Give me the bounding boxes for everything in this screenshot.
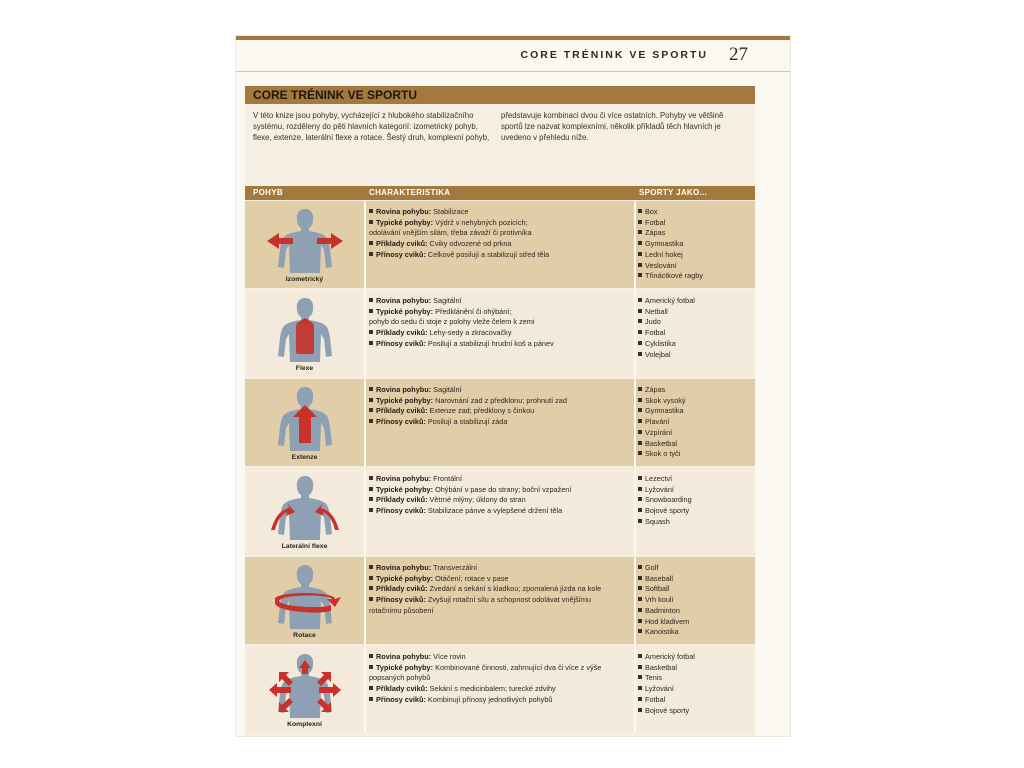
characteristic-line	[369, 606, 629, 617]
sport-item	[638, 563, 753, 574]
characteristic-key: Rovina pohybu:	[376, 652, 434, 661]
characteristic-line	[369, 228, 629, 239]
table-row	[245, 646, 755, 733]
sports-cell	[638, 474, 753, 528]
characteristic-value: Cviky odvozené od prkna	[429, 239, 512, 249]
column-divider	[364, 201, 366, 288]
header-charakteristika: CHARAKTERISTIKA	[369, 188, 451, 197]
bullet-square-icon	[369, 220, 373, 224]
movement-label: Flexe	[295, 365, 314, 372]
characteristic-line	[369, 495, 629, 506]
bullet-square-icon	[638, 686, 642, 690]
characteristics-cell	[369, 474, 629, 517]
sport-item	[638, 296, 753, 307]
movement-label: Komplexní	[287, 721, 322, 728]
bullet-square-icon	[638, 352, 642, 356]
characteristic-line	[369, 663, 629, 674]
movement-label: Extenze	[291, 454, 318, 461]
column-divider	[364, 379, 366, 466]
characteristic-key: Příklady cviků:	[376, 239, 430, 249]
characteristic-key: Přínosy cviků:	[376, 417, 428, 427]
bullet-square-icon	[369, 419, 373, 423]
sport-name: Vrh koulí	[645, 595, 674, 605]
characteristics-cell	[369, 207, 629, 261]
characteristic-line	[369, 396, 629, 407]
sport-item	[638, 673, 753, 684]
bullet-square-icon	[369, 309, 373, 313]
bullet-square-icon	[638, 419, 642, 423]
characteristic-line	[369, 595, 629, 606]
bullet-square-icon	[369, 665, 373, 669]
table-row	[245, 290, 755, 377]
bullet-square-icon	[638, 487, 642, 491]
characteristic-value: Sagitální	[433, 385, 462, 394]
sport-item	[638, 396, 753, 407]
sport-item	[638, 706, 753, 717]
characteristic-line	[369, 673, 629, 684]
sports-cell	[638, 207, 753, 282]
characteristic-value: Sekání s medicinbalem; turecké zdvihy	[429, 684, 556, 694]
bullet-square-icon	[369, 408, 373, 412]
bullet-square-icon	[369, 398, 373, 402]
characteristic-value: Větrné mlýny; úklony do stran	[429, 495, 526, 505]
characteristic-value: Lehy-sedy a zkracovačky	[429, 328, 512, 338]
bullet-square-icon	[638, 675, 642, 679]
body-figure-illustration	[265, 383, 345, 453]
sport-name: Fotbal	[645, 217, 666, 227]
sport-name: Veslování	[645, 260, 677, 270]
bullet-square-icon	[638, 586, 642, 590]
characteristic-value: Kombinují přínosy jednotlivých pohybů	[427, 694, 553, 704]
sport-item	[638, 406, 753, 417]
characteristic-line	[369, 695, 629, 706]
bullet-square-icon	[369, 697, 373, 701]
bullet-square-icon	[638, 665, 642, 669]
characteristic-line	[369, 218, 629, 229]
sport-item	[638, 428, 753, 439]
sport-name: Lezectví	[645, 474, 673, 483]
sport-item	[638, 595, 753, 606]
characteristic-value: Kombinované činnosti, zahrnující dva či více z výše	[435, 662, 602, 672]
characteristic-key: Typické pohyby:	[376, 306, 436, 316]
bullet-square-icon	[638, 451, 642, 455]
characteristic-key: Příklady cviků:	[376, 328, 430, 338]
sport-name: Baseball	[645, 573, 673, 583]
characteristic-value: popsaných pohybů	[369, 673, 431, 683]
characteristic-value: Extenze zad; předklony s činkou	[429, 406, 535, 416]
bullet-square-icon	[638, 241, 642, 245]
characteristic-line	[369, 474, 629, 485]
sport-name: Zápas	[645, 385, 666, 394]
sport-name: Badminton	[645, 605, 680, 615]
sport-item	[638, 663, 753, 674]
bullet-square-icon	[638, 430, 642, 434]
body-figure-illustration	[265, 205, 345, 275]
sport-name: Volejbal	[645, 349, 671, 359]
characteristic-line	[369, 317, 629, 328]
sport-item	[638, 617, 753, 628]
sport-item	[638, 684, 753, 695]
characteristic-value: pohyb do sedu či stoje z polohy vleže čelem k zemi	[369, 317, 535, 327]
top-accent-bar	[236, 36, 790, 40]
sport-name: Snowboarding	[645, 495, 692, 505]
body-figure-illustration	[265, 650, 345, 720]
characteristic-value: Posilují a stabilizují hrudní koš a pánev	[427, 338, 554, 348]
sport-item	[638, 439, 753, 450]
sport-name: Fotbal	[645, 328, 666, 338]
sports-cell	[638, 385, 753, 460]
sport-name: Fotbal	[645, 694, 666, 704]
characteristic-line	[369, 296, 629, 307]
bullet-square-icon	[369, 241, 373, 245]
characteristic-key: Přínosy cviků:	[376, 694, 428, 704]
column-divider	[634, 201, 636, 288]
bullet-square-icon	[369, 576, 373, 580]
sport-name: Gymnastika	[645, 239, 684, 249]
sport-name: Třináctkové ragby	[645, 271, 703, 281]
bullet-square-icon	[638, 619, 642, 623]
characteristic-key: Přínosy cviků:	[376, 249, 428, 259]
characteristic-line	[369, 385, 629, 396]
movement-label: Izometrický	[285, 276, 324, 283]
sport-item	[638, 495, 753, 506]
bullet-square-icon	[638, 708, 642, 712]
header-pohyb: POHYB	[253, 188, 283, 197]
sport-item	[638, 517, 753, 528]
sport-name: Skok o tyči	[645, 449, 681, 459]
bullet-square-icon	[369, 586, 373, 590]
characteristic-key: Příklady cviků:	[376, 584, 430, 594]
table-row	[245, 557, 755, 644]
characteristic-value: Zvedání a sekání s kladkou; zpomalená jízda na kole	[429, 584, 602, 594]
characteristic-key: Příklady cviků:	[376, 495, 430, 505]
characteristic-line	[369, 563, 629, 574]
bullet-square-icon	[638, 697, 642, 701]
sport-item	[638, 449, 753, 460]
sport-item	[638, 271, 753, 282]
characteristic-line	[369, 485, 629, 496]
bullet-square-icon	[638, 398, 642, 402]
header-rule	[236, 71, 790, 72]
sport-name: Bojové sporty	[645, 506, 690, 516]
bullet-square-icon	[638, 408, 642, 412]
sport-name: Zápas	[645, 228, 666, 238]
table-header	[245, 186, 755, 200]
sport-item	[638, 627, 753, 638]
sport-name: Americký fotbal	[645, 652, 695, 661]
sport-item	[638, 328, 753, 339]
sport-name: Skok vysoký	[645, 395, 686, 405]
sport-name: Golf	[645, 563, 659, 572]
table-row	[245, 201, 755, 288]
sport-name: Gymnastika	[645, 406, 684, 416]
characteristic-value: Sagitální	[433, 296, 462, 305]
bullet-square-icon	[638, 230, 642, 234]
sport-item	[638, 606, 753, 617]
sports-cell	[638, 296, 753, 360]
characteristic-key: Typické pohyby:	[376, 662, 436, 672]
characteristic-value: Předklánění či ohýbání;	[435, 306, 512, 316]
column-divider	[634, 468, 636, 555]
characteristic-key: Přínosy cviků:	[376, 506, 428, 516]
characteristic-line	[369, 307, 629, 318]
characteristic-value: Stabilizace	[433, 207, 469, 216]
column-divider	[364, 290, 366, 377]
column-divider	[364, 468, 366, 555]
characteristic-line	[369, 652, 629, 663]
page-number: 27	[729, 44, 748, 65]
column-divider	[634, 646, 636, 733]
bullet-square-icon	[638, 341, 642, 345]
characteristic-value: Posilují a stabilizují záda	[427, 417, 508, 427]
characteristic-value: odolávání vnějším silám, třeba závaží či protivníka	[369, 228, 532, 238]
sport-item	[638, 506, 753, 517]
sports-cell	[638, 652, 753, 716]
characteristic-value: Zvyšují rotační sílu a schopnost odolávat vnějšímu	[427, 595, 591, 605]
characteristic-line	[369, 417, 629, 428]
characteristic-key: Rovina pohybu:	[376, 563, 434, 572]
bullet-square-icon	[638, 441, 642, 445]
bullet-square-icon	[369, 508, 373, 512]
characteristic-key: Rovina pohybu:	[376, 474, 434, 483]
bullet-square-icon	[638, 220, 642, 224]
bullet-square-icon	[369, 654, 373, 658]
characteristic-key: Typické pohyby:	[376, 573, 436, 583]
characteristic-key: Typické pohyby:	[376, 217, 436, 227]
column-divider	[634, 290, 636, 377]
bullet-square-icon	[369, 387, 373, 391]
characteristics-cell	[369, 296, 629, 350]
sport-name: Basketbal	[645, 438, 678, 448]
characteristic-value: Výdrž v nehybných pozicích;	[435, 217, 528, 227]
table-row	[245, 379, 755, 466]
characteristic-line	[369, 584, 629, 595]
characteristic-key: Rovina pohybu:	[376, 296, 434, 305]
characteristic-line	[369, 684, 629, 695]
sport-name: Kanoistika	[645, 627, 679, 637]
sports-cell	[638, 563, 753, 638]
sport-item	[638, 474, 753, 485]
characteristics-cell	[369, 563, 629, 617]
characteristic-key: Příklady cviků:	[376, 684, 430, 694]
sport-name: Box	[645, 207, 658, 216]
characteristics-cell	[369, 385, 629, 428]
sport-name: Softball	[645, 584, 670, 594]
bullet-square-icon	[638, 263, 642, 267]
characteristic-line	[369, 574, 629, 585]
sport-name: Basketbal	[645, 662, 678, 672]
bullet-square-icon	[369, 487, 373, 491]
characteristic-value: Narovnání zad z předklonu; prohnutí zad	[435, 395, 567, 405]
sport-name: Tenis	[645, 673, 663, 683]
table-row	[245, 468, 755, 555]
characteristic-key: Přínosy cviků:	[376, 595, 428, 605]
intro-column-1: V této knize jsou pohyby, vycházející z hlubokého stabilizačního systému, rozděleny do pěti hlavních kategorií: izometrický pohyb, flexe, extenze, laterální flexe a rotace. Šestý druh, komplexní pohyb,	[253, 111, 490, 142]
bullet-square-icon	[638, 497, 642, 501]
book-page	[236, 36, 790, 736]
sport-name: Judo	[645, 317, 661, 327]
sport-name: Lední hokej	[645, 249, 683, 259]
bullet-square-icon	[369, 341, 373, 345]
sport-name: Netball	[645, 306, 668, 316]
bullet-square-icon	[638, 252, 642, 256]
characteristic-value: Stabilizace pánve a vylepšené držení těla	[427, 506, 563, 516]
bullet-square-icon	[369, 209, 373, 213]
bullet-square-icon	[369, 298, 373, 302]
characteristic-line	[369, 406, 629, 417]
sport-item	[638, 695, 753, 706]
sport-item	[638, 228, 753, 239]
bullet-square-icon	[369, 686, 373, 690]
characteristic-value: rotačnímu působení	[369, 605, 434, 615]
bullet-square-icon	[638, 309, 642, 313]
characteristic-key: Rovina pohybu:	[376, 385, 434, 394]
characteristic-line	[369, 328, 629, 339]
sport-name: Cyklistika	[645, 338, 676, 348]
bullet-square-icon	[638, 209, 642, 213]
sport-item	[638, 250, 753, 261]
characteristic-value: Ohýbání v pase do strany; boční vzpažení	[435, 484, 572, 494]
bullet-square-icon	[369, 597, 373, 601]
column-divider	[634, 557, 636, 644]
characteristic-value: Více rovin	[433, 652, 466, 661]
sport-name: Hod kladivem	[645, 616, 690, 626]
bullet-square-icon	[638, 508, 642, 512]
sport-name: Lyžování	[645, 484, 674, 494]
bullet-square-icon	[369, 497, 373, 501]
sport-item	[638, 317, 753, 328]
bullet-square-icon	[638, 319, 642, 323]
bullet-square-icon	[638, 387, 642, 391]
characteristic-key: Příklady cviků:	[376, 406, 430, 416]
bullet-square-icon	[638, 597, 642, 601]
characteristic-value: Transverzální	[433, 563, 478, 572]
characteristic-key: Typické pohyby:	[376, 395, 436, 405]
movement-label: Laterální flexe	[281, 543, 328, 550]
sport-item	[638, 385, 753, 396]
bullet-square-icon	[638, 608, 642, 612]
box-title: CORE TRÉNINK VE SPORTU	[253, 88, 418, 102]
sport-item	[638, 584, 753, 595]
sport-name: Bojové sporty	[645, 705, 690, 715]
characteristic-value: Otáčení; rotace v pase	[435, 573, 509, 583]
characteristics-cell	[369, 652, 629, 706]
bullet-square-icon	[638, 576, 642, 580]
characteristic-value: Celkově posilují a stabilizují střed těla	[427, 249, 550, 259]
column-divider	[364, 646, 366, 733]
sport-item	[638, 574, 753, 585]
bullet-square-icon	[638, 565, 642, 569]
info-box	[245, 86, 755, 736]
bullet-square-icon	[369, 330, 373, 334]
intro-column-2: představuje kombinaci dvou či více ostatních. Pohyby ve většině sportů lze nazvat komplexními, několik příkladů těch hlavních je uvedeno v přehledu níže.	[501, 111, 724, 142]
sport-item	[638, 218, 753, 229]
box-title-bar	[245, 86, 755, 104]
bullet-square-icon	[638, 298, 642, 302]
sport-item	[638, 350, 753, 361]
body-figure-illustration	[265, 294, 345, 364]
sport-name: Plavání	[645, 417, 670, 427]
characteristic-key: Typické pohyby:	[376, 484, 436, 494]
bullet-square-icon	[369, 476, 373, 480]
sport-name: Vzpírání	[645, 427, 673, 437]
characteristic-line	[369, 207, 629, 218]
characteristic-key: Rovina pohybu:	[376, 207, 434, 216]
sport-item	[638, 417, 753, 428]
body-figure-illustration	[265, 472, 345, 542]
column-divider	[364, 557, 366, 644]
bullet-square-icon	[638, 519, 642, 523]
movement-label: Rotace	[293, 632, 316, 639]
characteristic-key: Přínosy cviků:	[376, 338, 428, 348]
bullet-square-icon	[638, 654, 642, 658]
body-figure-illustration	[265, 561, 345, 631]
characteristic-line	[369, 506, 629, 517]
characteristic-line	[369, 239, 629, 250]
column-divider	[634, 379, 636, 466]
sport-item	[638, 307, 753, 318]
bullet-square-icon	[638, 273, 642, 277]
bullet-square-icon	[638, 330, 642, 334]
sport-item	[638, 239, 753, 250]
characteristic-line	[369, 339, 629, 350]
bullet-square-icon	[369, 565, 373, 569]
sport-item	[638, 207, 753, 218]
sport-name: Americký fotbal	[645, 296, 695, 305]
sport-item	[638, 485, 753, 496]
bullet-square-icon	[638, 629, 642, 633]
bullet-square-icon	[638, 476, 642, 480]
sport-item	[638, 339, 753, 350]
running-head: CORE TRÉNINK VE SPORTU	[520, 49, 708, 61]
characteristic-line	[369, 250, 629, 261]
sport-item	[638, 261, 753, 272]
characteristic-value: Frontální	[433, 474, 462, 483]
sport-name: Squash	[645, 516, 670, 526]
sport-item	[638, 652, 753, 663]
sport-name: Lyžování	[645, 684, 674, 694]
bullet-square-icon	[369, 252, 373, 256]
header-sporty: SPORTY JAKO...	[639, 188, 708, 197]
